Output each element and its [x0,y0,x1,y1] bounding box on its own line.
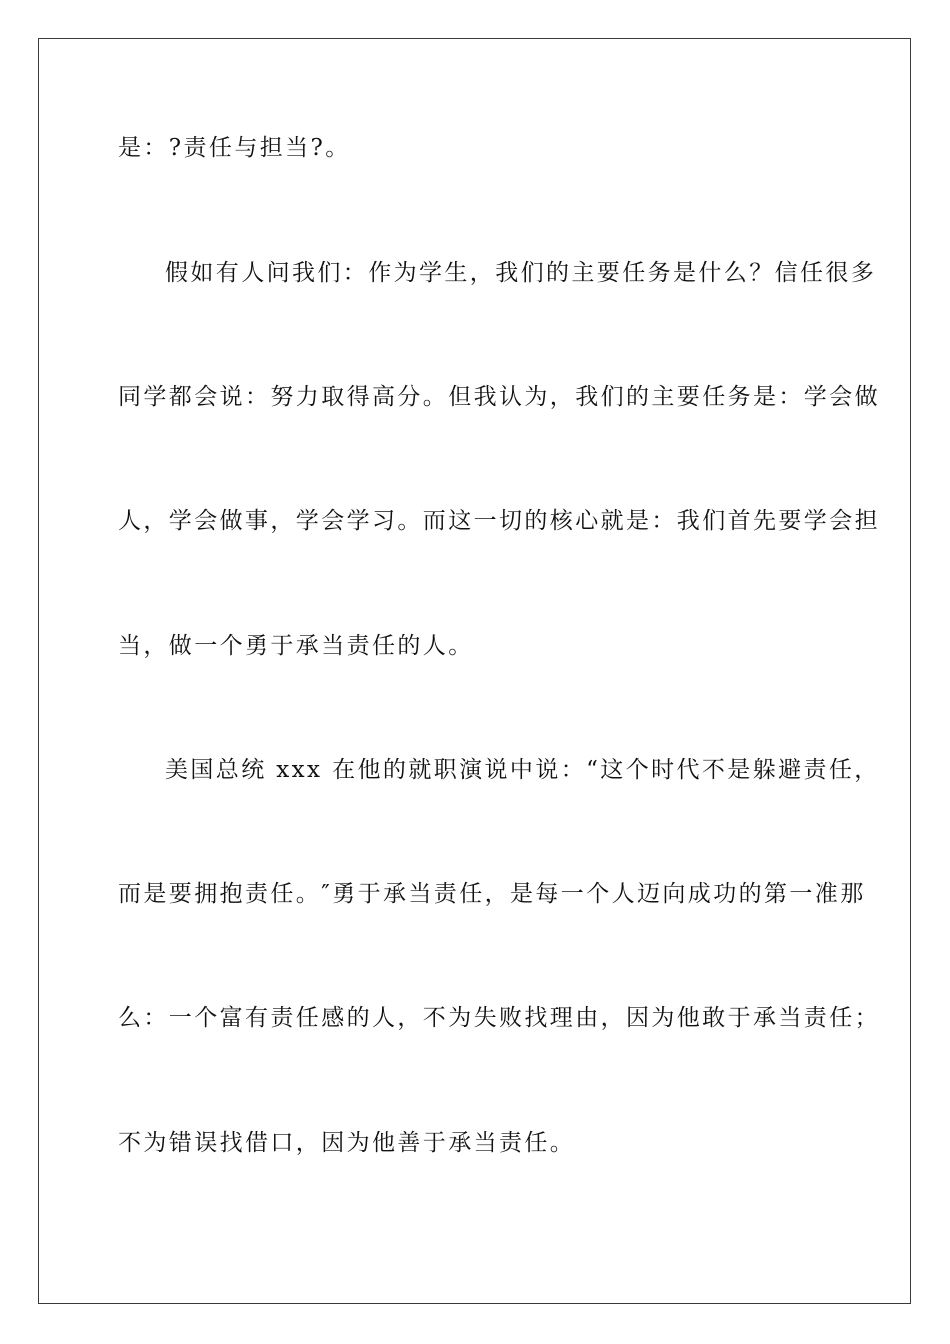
text-line: 不为错误找借口，因为他善于承当责任。 [118,1130,576,1156]
paragraph-first-line: 美国总统 xxx 在他的就职演说中说：“这个时代不是躲避责任， [165,757,880,783]
text-line: 而是要拥抱责任。″勇于承当责任，是每一个人迈向成功的第一准那 [118,881,866,907]
paragraph-first-line: 假如有人问我们：作为学生，我们的主要任务是什么？信任很多 [165,260,877,286]
text-line: 是：?责任与担当?。 [118,135,351,161]
text-line: 当，做一个勇于承当责任的人。 [118,633,474,659]
page-border [38,38,911,1304]
text-line: 人，学会做事，学会学习。而这一切的核心就是：我们首先要学会担 [118,508,880,534]
text-line: 同学都会说：努力取得高分。但我认为，我们的主要任务是：学会做 [118,384,880,410]
text-line: 么：一个富有责任感的人，不为失败找理由，因为他敢于承当责任； [118,1005,880,1031]
